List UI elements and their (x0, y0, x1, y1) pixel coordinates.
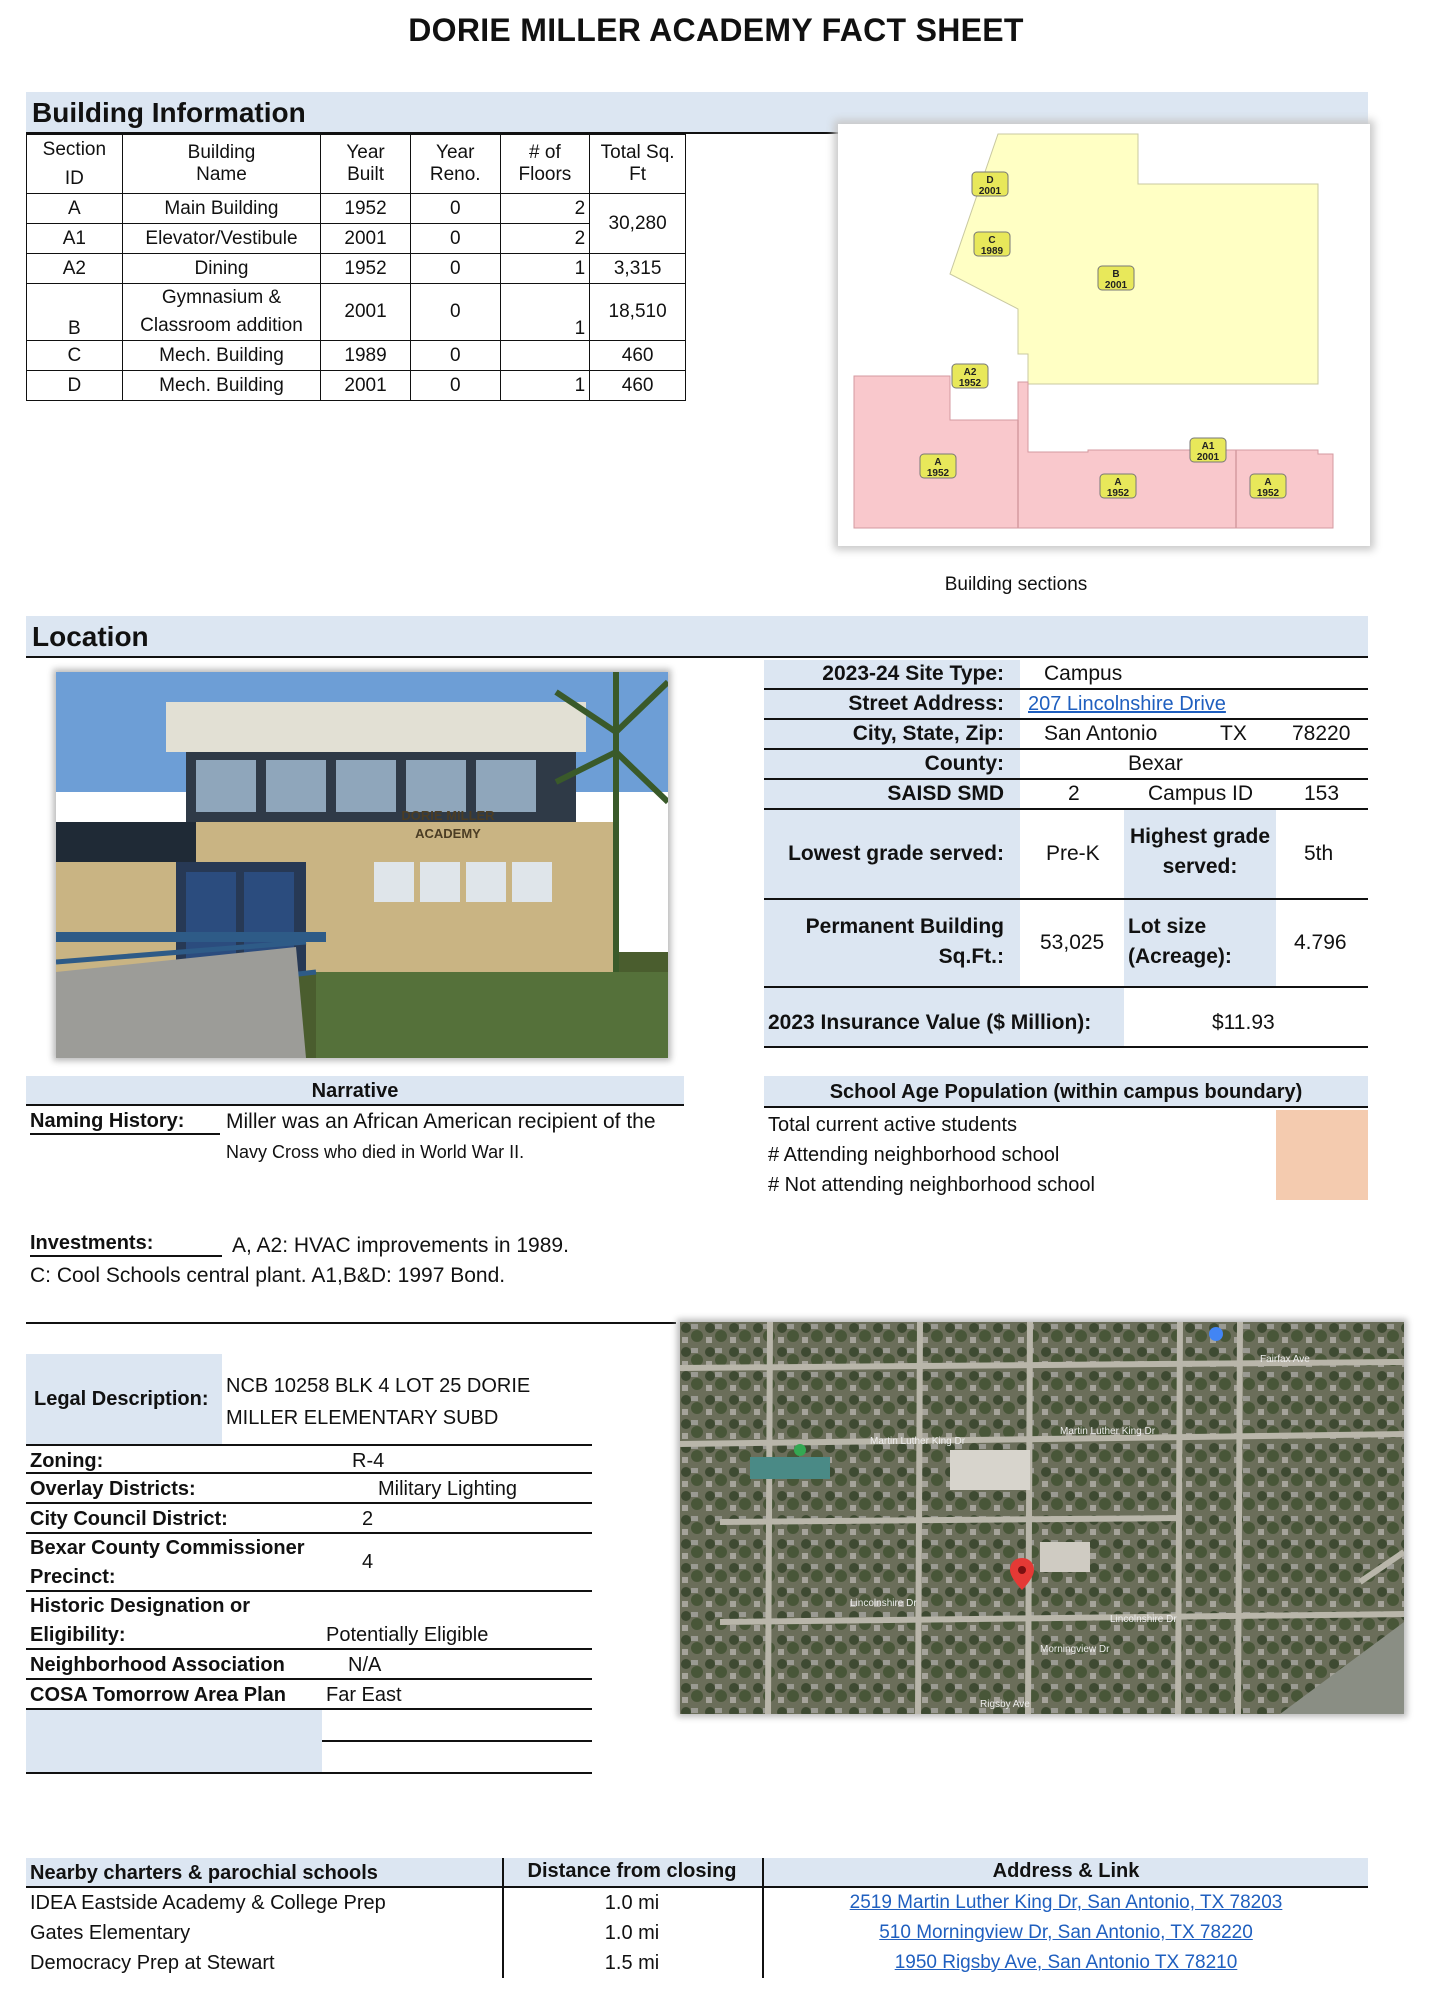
cell-name: Mech. Building (122, 371, 321, 401)
overlay-value: Military Lighting (378, 1478, 517, 1500)
overlay-row (26, 1474, 592, 1504)
nearby-school-name: Democracy Prep at Stewart (30, 1952, 275, 1974)
city-row (764, 720, 1368, 750)
svg-text:A: A (1114, 477, 1122, 488)
divider (26, 1772, 592, 1774)
zoning-value: R-4 (352, 1450, 385, 1472)
legal-description-label: Legal Description: (26, 1354, 222, 1444)
cell-built: 1952 (321, 254, 411, 284)
county-label: County: (764, 750, 1020, 778)
council-row (26, 1504, 592, 1534)
section-label (1250, 474, 1286, 499)
section-label (1190, 438, 1226, 463)
nearby-school-distance: 1.0 mi (604, 1892, 660, 1914)
svg-text:Martin Luther King Dr: Martin Luther King Dr (1060, 1426, 1156, 1437)
table-row (27, 284, 686, 341)
svg-text:D: D (986, 175, 994, 186)
population-values-swatch (1276, 1110, 1368, 1200)
council-label: City Council District: (30, 1508, 228, 1530)
cell-sqft: 30,280 (590, 194, 686, 254)
site-plan (838, 124, 1370, 546)
svg-text:Fairfax Ave: Fairfax Ave (1260, 1354, 1310, 1365)
street-address-link[interactable]: 207 Lincolnshire Drive (1028, 693, 1226, 715)
col-header-name: Building Name (122, 135, 321, 194)
population-item: Total current active students (768, 1114, 1018, 1136)
street-label: Street Address: (764, 690, 1020, 718)
cell-built: 2001 (321, 284, 411, 341)
cell-id: B (27, 284, 123, 341)
investments-label: Investments: (30, 1232, 222, 1257)
cell-floors: 1 (500, 371, 590, 401)
cell-reno: 0 (410, 194, 500, 224)
cell-floors: 2 (500, 194, 590, 224)
svg-text:A: A (934, 457, 942, 468)
neighborhood-value: N/A (348, 1654, 382, 1676)
highest-grade-value: 5th (1304, 842, 1334, 865)
cell-sqft: 3,315 (590, 254, 686, 284)
cell-id: D (27, 371, 123, 401)
county-value: Bexar (1128, 752, 1183, 775)
campus-id-value: 153 (1304, 782, 1340, 805)
historic-row (26, 1592, 592, 1650)
building-info-heading: Building Information (26, 92, 1368, 134)
population-heading: School Age Population (within campus boundary) (764, 1076, 1368, 1108)
cosa-row (26, 1680, 592, 1710)
commissioner-row (26, 1534, 592, 1592)
lot-size-value: 4.796 (1294, 931, 1347, 954)
photo-sign-line-1: DORIE MILLER (401, 808, 495, 823)
population-item: # Not attending neighborhood school (768, 1174, 1095, 1196)
table-row (27, 194, 686, 224)
neighborhood-row (26, 1650, 592, 1680)
site-plan-drawing (838, 124, 1370, 546)
svg-text:1952: 1952 (926, 468, 950, 479)
svg-text:A2: A2 (963, 367, 977, 378)
cell-sqft: 460 (590, 371, 686, 401)
cell-built: 2001 (321, 371, 411, 401)
svg-text:C: C (988, 235, 996, 246)
nearby-school-distance: 1.5 mi (604, 1952, 660, 1974)
col-header-section: Section ID (27, 135, 123, 194)
neighborhood-label: Neighborhood Association (30, 1654, 285, 1676)
table-row (27, 371, 686, 401)
smd-label: SAISD SMD (764, 780, 1020, 808)
nearby-school-distance: 1.0 mi (604, 1922, 660, 1944)
nearby-school-name: IDEA Eastside Academy & College Prep (30, 1892, 386, 1914)
nearby-school-address-link[interactable]: 1950 Rigsby Ave, San Antonio TX 78210 (894, 1952, 1238, 1973)
county-row (764, 750, 1368, 780)
cell-floors: 1 (500, 254, 590, 284)
section-label (1098, 266, 1134, 291)
campus-id-label: Campus ID (1148, 782, 1254, 805)
section-label (952, 364, 988, 389)
svg-text:B: B (1112, 269, 1120, 280)
cell-built: 1989 (321, 341, 411, 371)
perm-sqft-value: 53,025 (1040, 931, 1105, 954)
commissioner-value: 4 (362, 1551, 374, 1573)
cell-name: Mech. Building (122, 341, 321, 371)
svg-text:2001: 2001 (1104, 280, 1128, 291)
city-label: City, State, Zip: (764, 720, 1020, 748)
table-row (27, 254, 686, 284)
population-list (768, 1110, 1095, 1200)
map-poi-icon (794, 1444, 806, 1456)
investments-line-2: C: Cool Schools central plant. A1,B&D: 1997 Bond. (30, 1264, 506, 1287)
nearby-header-distance: Distance from closing (527, 1860, 737, 1882)
legal-filler (26, 1710, 322, 1772)
svg-text:Lincolnshire Dr: Lincolnshire Dr (850, 1598, 917, 1609)
table-row (27, 224, 686, 254)
zoning-row (26, 1444, 592, 1474)
lowest-grade-label: Lowest grade served: (764, 810, 1020, 898)
lot-size-label: Lot size (Acreage): (1124, 900, 1276, 986)
cell-id: A (27, 194, 123, 224)
cell-id: A1 (27, 224, 123, 254)
cell-name: Dining (122, 254, 321, 284)
lowest-grade-value: Pre-K (1046, 842, 1100, 865)
table-header-row (27, 135, 686, 194)
street-row (764, 690, 1368, 720)
cell-sqft: 18,510 (590, 284, 686, 341)
section-label (1100, 474, 1136, 499)
divider (26, 1322, 676, 1324)
svg-text:A: A (1264, 477, 1272, 488)
cell-reno: 0 (410, 371, 500, 401)
svg-text:1989: 1989 (980, 246, 1004, 257)
investments-line-1: A, A2: HVAC improvements in 1989. (232, 1234, 569, 1257)
cell-name: Main Building (122, 194, 321, 224)
site-type-value: Campus (1044, 662, 1123, 685)
zoning-label: Zoning: (30, 1450, 104, 1472)
cell-reno: 0 (410, 254, 500, 284)
smd-value: 2 (1068, 782, 1080, 805)
section-label (972, 172, 1008, 197)
section-label (920, 454, 956, 479)
location-heading: Location (26, 616, 1368, 658)
cell-id: C (27, 341, 123, 371)
cell-reno: 0 (410, 224, 500, 254)
svg-text:2001: 2001 (978, 186, 1002, 197)
narrative-heading: Narrative (26, 1076, 684, 1106)
insurance-label: 2023 Insurance Value ($ Million): (764, 988, 1124, 1046)
legal-description-value: NCB 10258 BLK 4 LOT 25 DORIE MILLER ELEMENTARY SUBD (226, 1375, 531, 1429)
col-header-built: Year Built (321, 135, 411, 194)
city-value: San Antonio (1044, 722, 1158, 745)
zip-value: 78220 (1292, 722, 1351, 745)
page-title: DORIE MILLER ACADEMY FACT SHEET (408, 12, 1024, 48)
section-b-footprint (950, 134, 1318, 384)
svg-text:A1: A1 (1201, 441, 1215, 452)
svg-text:Morningview Dr: Morningview Dr (1040, 1644, 1110, 1655)
cell-built: 2001 (321, 224, 411, 254)
historic-label: Historic Designation or Eligibility: (30, 1595, 251, 1646)
insurance-value: $11.93 (1212, 1011, 1275, 1034)
commissioner-label: Bexar County Commissioner Precinct: (30, 1537, 305, 1588)
cell-id: A2 (27, 254, 123, 284)
highest-grade-label: Highest grade served: (1124, 810, 1276, 898)
site-plan-caption: Building sections (944, 574, 1088, 595)
photo-sign-line-2: ACADEMY (415, 826, 481, 841)
cosa-value: Far East (326, 1684, 402, 1706)
svg-text:1952: 1952 (1256, 488, 1280, 499)
svg-text:2001: 2001 (1196, 452, 1220, 463)
nearby-header-name: Nearby charters & parochial schools (30, 1862, 378, 1884)
state-value: TX (1220, 722, 1247, 745)
svg-text:Lincolnshire Dr: Lincolnshire Dr (1110, 1614, 1177, 1625)
naming-history-line-2: Navy Cross who died in World War II. (226, 1142, 525, 1162)
grades-row (764, 810, 1368, 900)
col-header-floors: # of Floors (500, 135, 590, 194)
cell-floors: 1 (500, 284, 590, 341)
perm-sqft-label: Permanent Building Sq.Ft.: (764, 900, 1020, 986)
naming-history-line-1: Miller was an African American recipient of the (226, 1110, 656, 1133)
council-value: 2 (362, 1508, 374, 1530)
population-item: # Attending neighborhood school (768, 1144, 1060, 1166)
cell-floors (500, 341, 590, 371)
nearby-header-address: Address & Link (992, 1860, 1140, 1882)
building-table (26, 134, 686, 401)
cell-reno: 0 (410, 284, 500, 341)
aerial-map[interactable] (680, 1322, 1404, 1714)
col-header-reno: Year Reno. (410, 135, 500, 194)
overlay-label: Overlay Districts: (30, 1478, 196, 1500)
nearby-school-address-link[interactable]: 510 Morningview Dr, San Antonio, TX 78220 (879, 1922, 1253, 1943)
section-a-footprint (854, 376, 1333, 528)
col-header-sqft: Total Sq. Ft (590, 135, 686, 194)
section-label (974, 232, 1010, 257)
svg-text:1952: 1952 (1106, 488, 1130, 499)
svg-text:1952: 1952 (958, 378, 982, 389)
smd-row (764, 780, 1368, 810)
size-row (764, 900, 1368, 988)
historic-value: Potentially Eligible (326, 1624, 489, 1646)
cell-floors: 2 (500, 224, 590, 254)
cell-sqft: 460 (590, 341, 686, 371)
table-row (27, 341, 686, 371)
cell-reno: 0 (410, 341, 500, 371)
nearby-school-name: Gates Elementary (30, 1922, 191, 1944)
building-photo (56, 672, 668, 1058)
cell-name: Elevator/Vestibule (122, 224, 321, 254)
svg-text:Rigsby Ave: Rigsby Ave (980, 1699, 1030, 1710)
nearby-school-address-link[interactable]: 2519 Martin Luther King Dr, San Antonio, TX 78203 (849, 1892, 1283, 1913)
svg-text:Martin Luther King Dr: Martin Luther King Dr (870, 1436, 966, 1447)
cell-name: Gymnasium & Classroom addition (122, 284, 321, 341)
insurance-row (764, 988, 1368, 1048)
cell-built: 1952 (321, 194, 411, 224)
divider (322, 1740, 592, 1742)
cosa-label: COSA Tomorrow Area Plan (30, 1684, 286, 1706)
site-type-label: 2023-24 Site Type: (764, 660, 1020, 688)
map-poi-icon (1209, 1327, 1223, 1341)
naming-history-label: Naming History: (30, 1110, 220, 1135)
site-type-row (764, 660, 1368, 690)
